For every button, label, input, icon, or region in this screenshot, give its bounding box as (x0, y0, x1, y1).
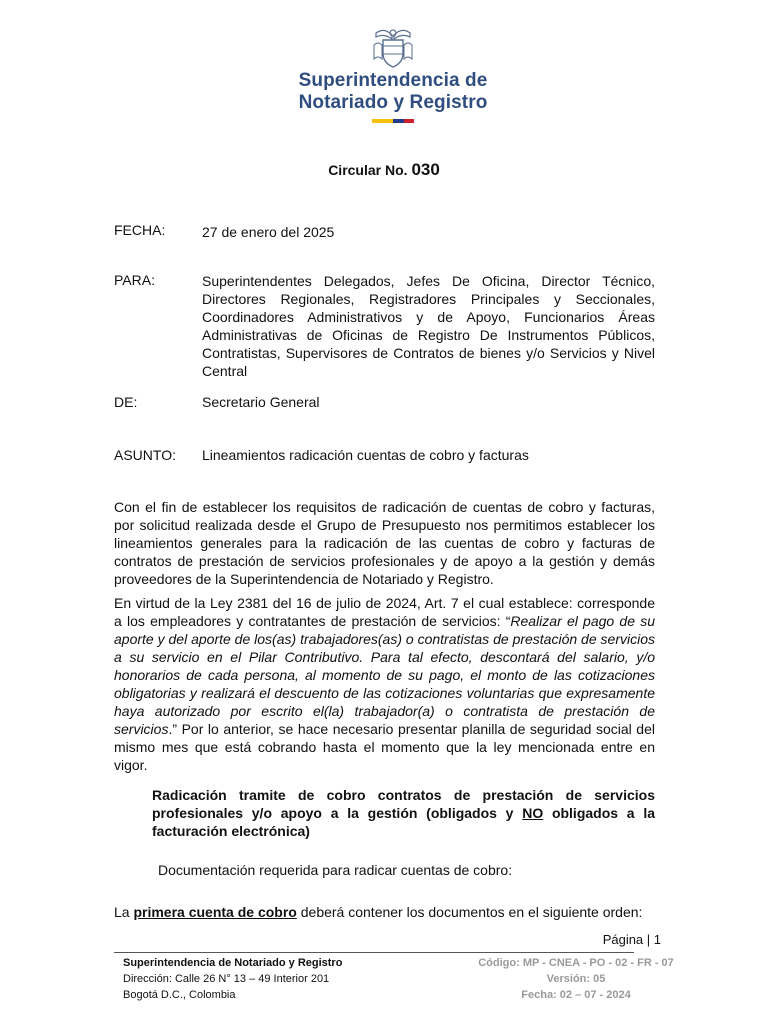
primera-pre: La (114, 904, 134, 920)
heading-part1: Radicación tramite de cobro contratos de prestación de servicios profesionales y/o apoyo a la gestión (obligados y (152, 787, 655, 821)
coat-of-arms-logo (370, 25, 416, 71)
para-label: PARA: (114, 272, 155, 288)
intro-paragraph: Con el fin de establecer los requisitos de radicación de cuentas de cobro y facturas, por solicitud realizada desde el Grupo de Presupuesto nos permitimos establecer los lineamientos generales para la radicación de las cuentas de cobro y facturas de contratos de prestación de servicios profesionales y de apoyo a la gestión y demás proveedores de la Superintendencia de Notariado y Registro. (114, 499, 655, 587)
section-heading (152, 786, 655, 840)
primera-cuenta-text (114, 904, 642, 920)
flag-yellow-stripe (372, 119, 393, 123)
circular-label: Circular No. (328, 162, 408, 178)
de-label: DE: (114, 394, 138, 410)
ley-quote-italic: Realizar el pago de su aporte y del aporte de los(as) trabajadores(as) o contratistas de prestación de servicios a su servicio en el Pilar Contributivo. Para tal efecto, descontará del salario, y/o honorarios de cada persona, al momento de su pago, el monto de las cotizaciones obligatorias y realizará el descuento de las cotizaciones voluntarias que expresamente haya autorizado por escrito el(la) trabajador(a) o contratista de prestación de servicios (114, 613, 655, 737)
fecha-value: 27 de enero del 2025 (202, 224, 335, 240)
ley-paragraph-start: En virtud de la Ley 2381 del 16 de julio de 2024, Art. 7 el cual establece: corresponde a los empleadores y contratantes de prestación de servicios: “ (114, 595, 655, 629)
flag-red-stripe (404, 119, 414, 123)
primera-bold: primera cuenta de cobro (133, 904, 297, 920)
asunto-label: ASUNTO: (114, 447, 176, 463)
colombia-flag-stripe (372, 119, 414, 123)
circular-number: 030 (411, 160, 440, 179)
footer-code: Código: MP - CNEA - PO - 02 - FR - 07 (478, 957, 674, 969)
footer-org-name: Superintendencia de Notariado y Registro (123, 957, 343, 969)
doc-requerida-text: Documentación requerida para radicar cuentas de cobro: (158, 862, 513, 878)
flag-blue-stripe (393, 119, 404, 123)
primera-post: deberá contener los documentos en el siguiente orden: (296, 904, 643, 920)
footer-city: Bogotá D.C., Colombia (123, 989, 236, 1001)
footer-divider (114, 952, 634, 953)
circular-title (0, 160, 768, 180)
org-name-line1: Superintendencia de (298, 70, 488, 91)
fecha-label: FECHA: (114, 222, 166, 238)
page-number: Página | 1 (602, 932, 661, 947)
para-value: Superintendentes Delegados, Jefes De Oficina, Director Técnico, Directores Regionales, Registradores Principales y Seccionales, Coordinadores Administrativos y de Apoyo, Funcionarios Áreas Administrativas de Oficinas de Registro De Instrumentos Públicos, Contratistas, Supervisores de Contratos de bienes y/o Servicios y Nivel Central (202, 273, 655, 379)
heading-part2: obligados a la facturación electrónica) (152, 805, 655, 839)
ley-paragraph-end: .” Por lo anterior, se hace necesario presentar planilla de seguridad social del mismo mes que está cobrando hasta el momento que la ley mencionada entre en vigor. (114, 721, 655, 773)
footer-version: Versión: 05 (546, 973, 606, 985)
asunto-value: Lineamientos radicación cuentas de cobro y facturas (202, 447, 529, 463)
org-name-line2: Notariado y Registro (298, 92, 488, 113)
heading-no: NO (522, 805, 544, 821)
de-value: Secretario General (202, 394, 320, 410)
footer-date: Fecha: 02 – 07 - 2024 (521, 989, 631, 1001)
footer-address: Dirección: Calle 26 N° 13 – 49 Interior 201 (123, 973, 330, 985)
ley-paragraph (114, 594, 655, 774)
